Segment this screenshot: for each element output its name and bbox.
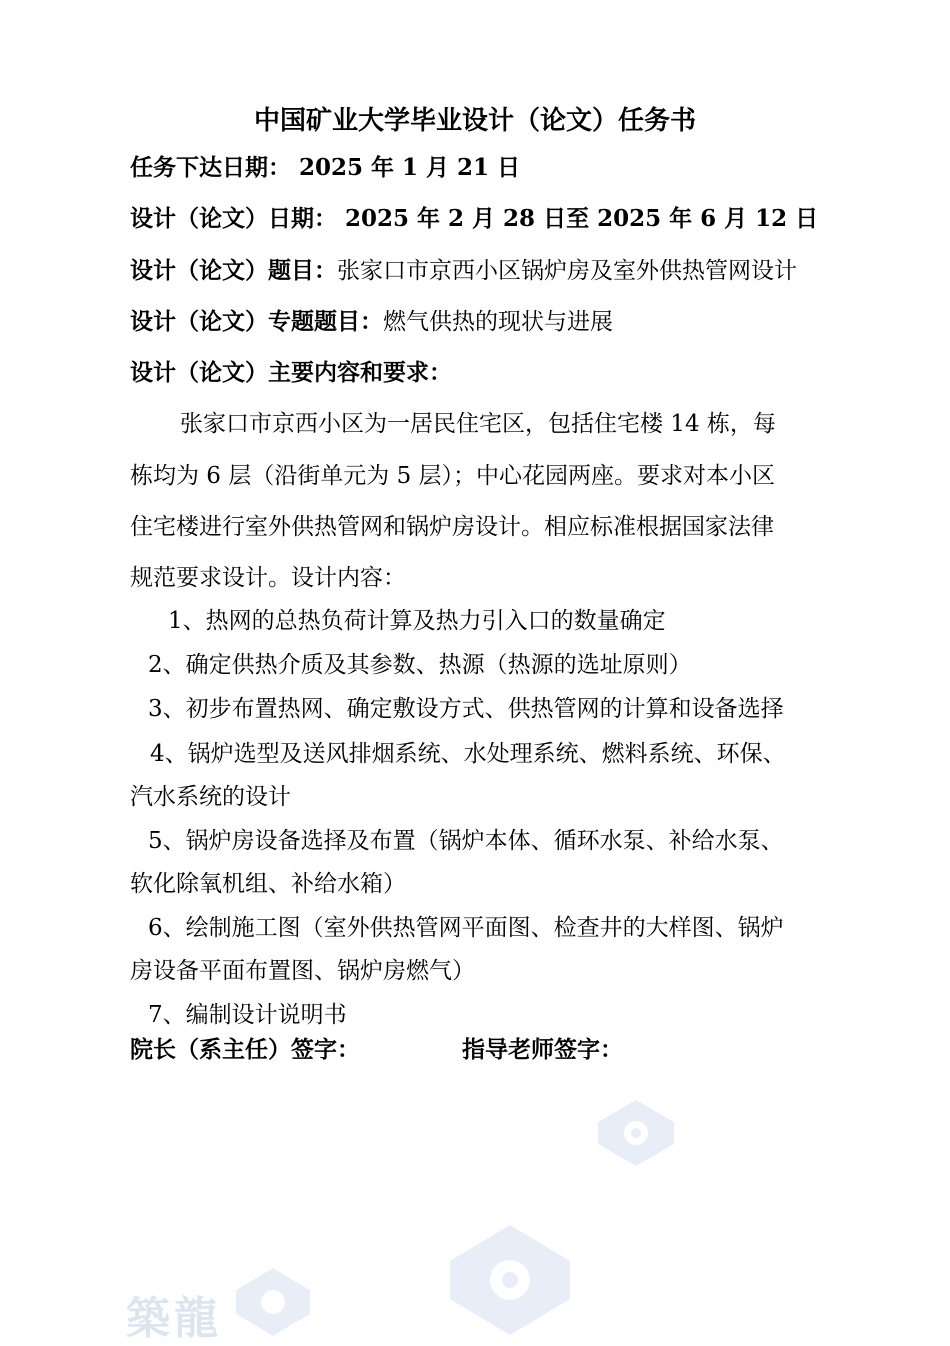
special-topic-value: 燃气供热的现状与进展 — [383, 309, 613, 335]
design-period-line — [130, 203, 818, 235]
requirements-heading: 设计（论文）主要内容和要求： — [130, 359, 452, 386]
list-item: 汽水系统的设计 — [130, 784, 291, 810]
topic-value: 张家口市京西小区锅炉房及室外供热管网设计 — [337, 258, 797, 284]
special-topic-line — [130, 306, 613, 338]
list-item: 5、锅炉房设备选择及布置（锅炉本体、循环水泵、补给水泵、 — [148, 828, 784, 854]
list-item: 软化除氧机组、补给水箱） — [130, 871, 406, 897]
paragraph-line: 规范要求设计。设计内容： — [130, 565, 406, 591]
watermark-snowflake-icon — [236, 1268, 310, 1336]
paragraph-line: 栋均为 6 层（沿街单元为 5 层）；中心花园两座。要求对本小区 — [130, 463, 776, 489]
list-item: 1、热网的总热负荷计算及热力引入口的数量确定 — [168, 608, 666, 634]
special-topic-label: 设计（论文）专题题目： — [130, 308, 383, 335]
list-item: 2、确定供热介质及其参数、热源（热源的选址原则） — [148, 652, 692, 678]
issue-date-line — [130, 152, 520, 184]
list-item: 房设备平面布置图、锅炉房燃气） — [130, 958, 475, 984]
watermark-snowflake-icon — [450, 1225, 570, 1335]
topic-line — [130, 255, 797, 287]
dean-signature-label: 院长（系主任）签字： — [130, 1036, 360, 1063]
watermark-snowflake-icon — [598, 1100, 674, 1166]
topic-label: 设计（论文）题目： — [130, 257, 337, 284]
list-item: 6、绘制施工图（室外供热管网平面图、检查井的大样图、锅炉 — [148, 915, 784, 941]
issue-date-value: 2025 年 1 月 21 日 — [291, 154, 521, 181]
document-title: 中国矿业大学毕业设计（论文）任务书 — [253, 106, 696, 136]
list-item: 3、初步布置热网、确定敷设方式、供热管网的计算和设备选择 — [148, 696, 784, 722]
paragraph-line: 张家口市京西小区为一居民住宅区，包括住宅楼 14 栋，每 — [180, 411, 776, 437]
design-period-value: 2025 年 2 月 28 日至 2025 年 6 月 12 日 — [337, 205, 819, 232]
watermark-logo-text: 築龍 — [126, 1293, 222, 1344]
design-period-label: 设计（论文）日期： — [130, 205, 337, 232]
list-item: 7、编制设计说明书 — [148, 1002, 347, 1028]
paragraph-line: 住宅楼进行室外供热管网和锅炉房设计。相应标准根据国家法律 — [130, 514, 774, 540]
advisor-signature-label: 指导老师签字： — [462, 1036, 623, 1063]
issue-date-label: 任务下达日期： — [130, 154, 291, 181]
list-item: 4、锅炉选型及送风排烟系统、水处理系统、燃料系统、环保、 — [150, 741, 786, 767]
